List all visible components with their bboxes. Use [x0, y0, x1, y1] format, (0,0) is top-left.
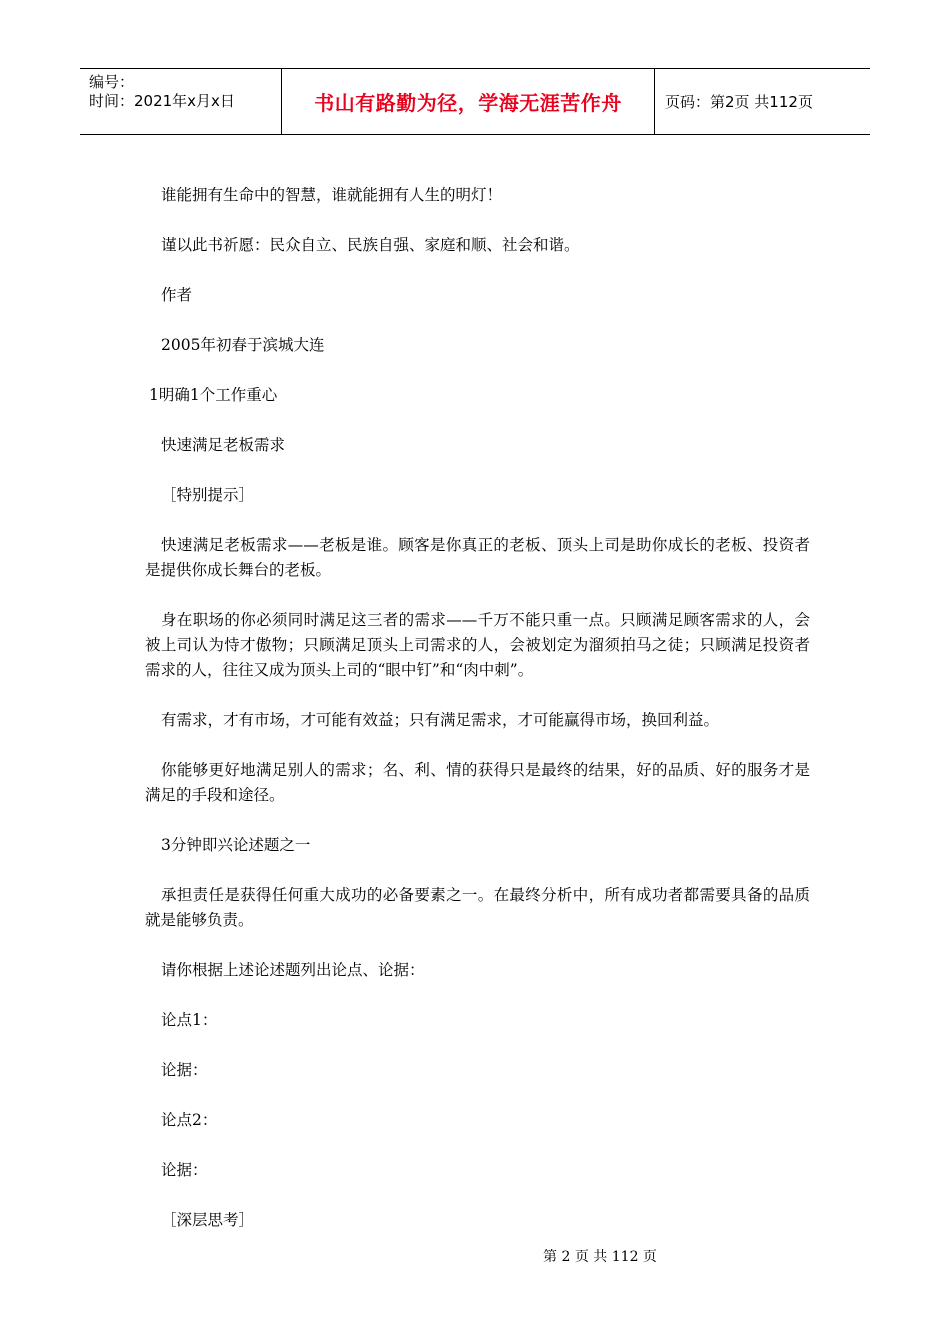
paragraph: 请你根据上述论述题列出论点、论据： — [161, 961, 425, 979]
page-info: 页码：第2页 共112页 — [665, 93, 813, 111]
paragraph: 3分钟即兴论述题之一 — [161, 836, 311, 854]
paragraph: 作者 — [161, 286, 193, 304]
paragraph: 谁能拥有生命中的智慧，谁就能拥有人生的明灯！ — [161, 186, 503, 204]
page-header — [80, 68, 870, 135]
paragraph: 快速满足老板需求 — [161, 436, 286, 454]
paragraph: 论点1： — [161, 1011, 218, 1029]
paragraph: 身在职场的你必须同时满足这三者的需求——千万不能只重一点。只顾满足顾客需求的人，会被上司认为恃才傲物；只顾满足顶头上司需求的人，会被划定为溜须拍马之徒；只顾满足投资者需求的人，往往又成为顶头上司的“眼中钉”和“肉中刺”。 — [145, 611, 810, 679]
paragraph: 论据： — [161, 1161, 208, 1179]
paragraph: 谨以此书祈愿：民众自立、民族自强、家庭和顺、社会和谐。 — [161, 236, 580, 254]
paragraph: ［深层思考］ — [161, 1211, 255, 1229]
paragraph: 有需求，才有市场，才可能有效益；只有满足需求，才可能赢得市场，换回利益。 — [161, 711, 720, 729]
paragraph: 论点2： — [161, 1111, 218, 1129]
motto: 书山有路勤为径，学海无涯苦作舟 — [314, 91, 622, 115]
header-page-info — [655, 69, 870, 134]
paragraph: 论据： — [161, 1061, 208, 1079]
paragraph: 承担责任是获得任何重大成功的必备要素之一。在最终分析中，所有成功者都需要具备的品质就是能够负责。 — [145, 886, 810, 929]
header-meta — [80, 69, 282, 134]
paragraph: ［特别提示］ — [161, 486, 255, 504]
document-body — [145, 183, 810, 1258]
paragraph: 2005年初春于滨城大连 — [161, 336, 325, 354]
number-label: 编号： — [89, 73, 135, 91]
header-motto-cell — [282, 69, 655, 134]
time-label: 时间：2021年x月x日 — [89, 92, 235, 110]
paragraph: 快速满足老板需求——老板是谁。顾客是你真正的老板、顶头上司是助你成长的老板、投资者是提供你成长舞台的老板。 — [145, 536, 810, 579]
page-footer — [0, 1246, 950, 1266]
paragraph: 你能够更好地满足别人的需求；名、利、情的获得只是最终的结果，好的品质、好的服务才是满足的手段和途径。 — [145, 761, 810, 804]
section-heading: 1明确1个工作重心 — [149, 386, 278, 404]
footer-page-number: 第 2 页 共 112 页 — [543, 1249, 657, 1265]
